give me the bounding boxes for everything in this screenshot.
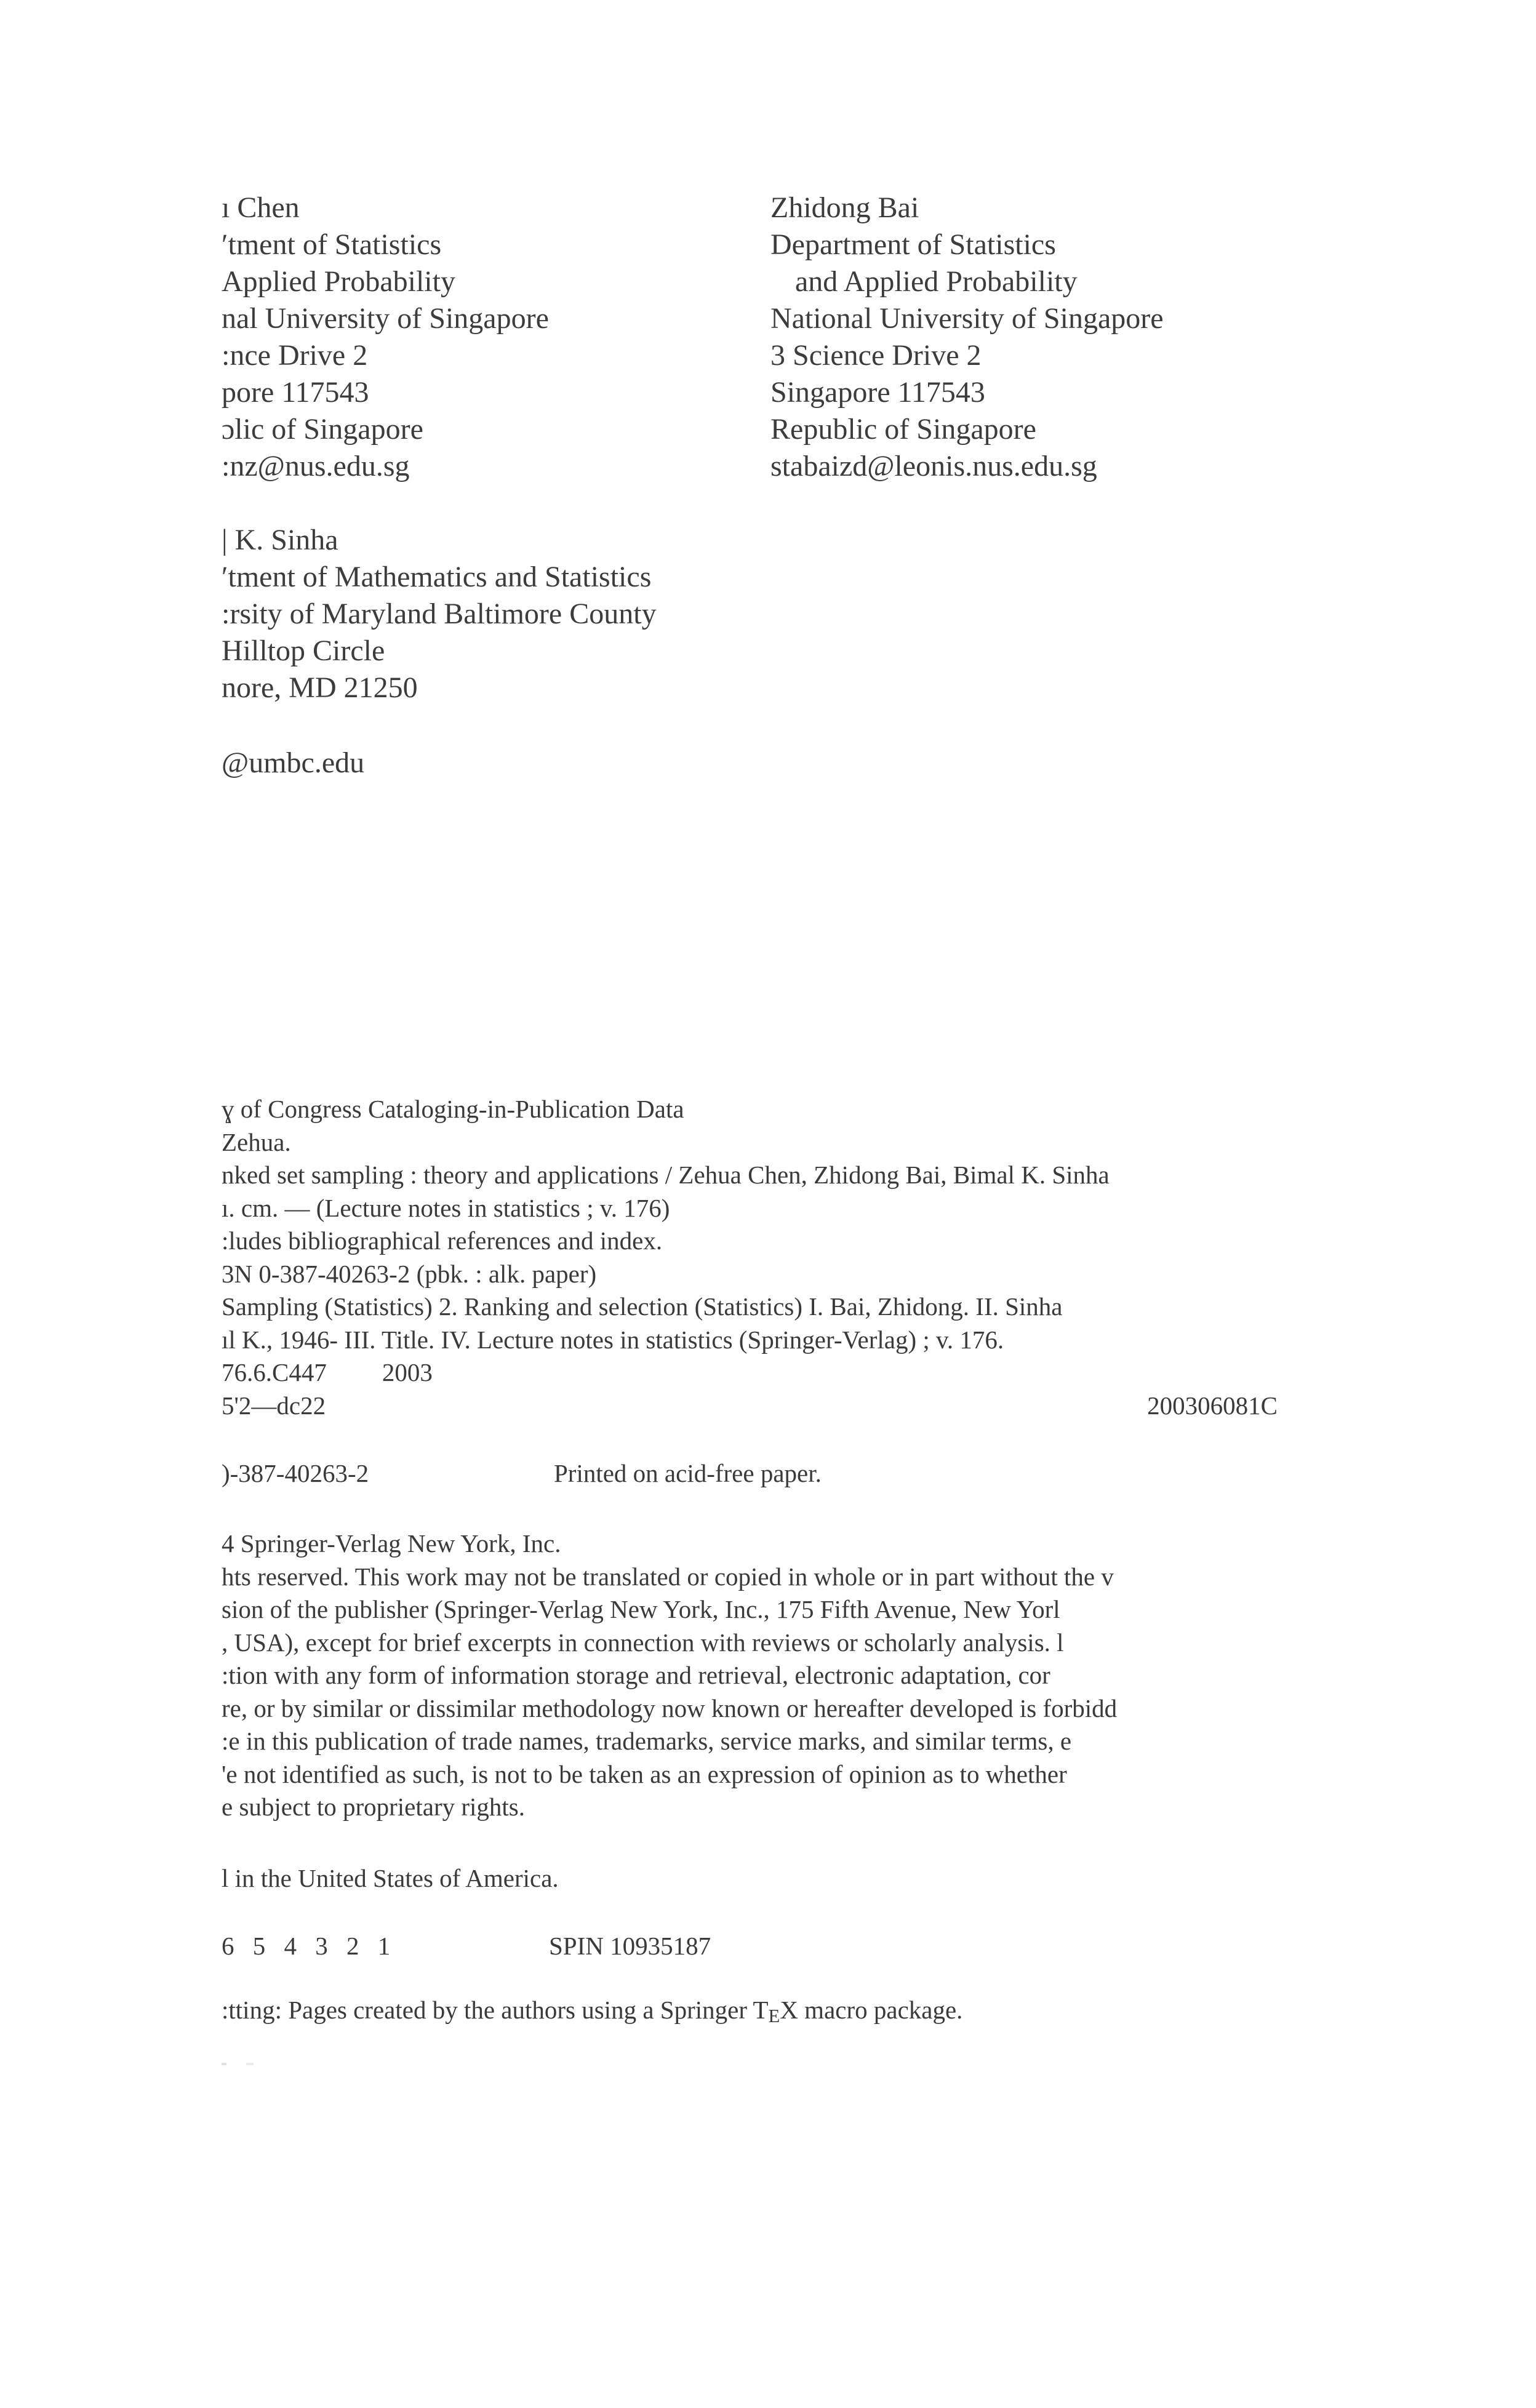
cip-series: ı. cm. — (Lecture notes in statistics ; v. 176)	[222, 1193, 670, 1222]
author-address-left	[222, 190, 549, 485]
cip-subjects: Sampling (Statistics) 2. Ranking and selection (Statistics) I. Bai, Zhidong. II. Sinha	[222, 1292, 1063, 1321]
copyright-holder: 4 Springer-Verlag New York, Inc.	[222, 1529, 561, 1558]
address-line: and Applied Probability	[795, 265, 1078, 298]
cip-isbn: 3N 0-387-40263-2 (pbk. : alk. paper)	[222, 1259, 597, 1288]
address-line: nal University of Singapore	[222, 302, 549, 335]
address-line: Department of Statistics	[770, 228, 1056, 261]
author-address-right	[770, 190, 1164, 485]
copyright-text-line: sion of the publisher (Springer-Verlag New York, Inc., 175 Fifth Avenue, New Yorl	[222, 1595, 1060, 1623]
cip-author: Zehua.	[222, 1127, 291, 1156]
typesetting-text-end: X macro package.	[780, 1996, 963, 2024]
isbn-row	[222, 1457, 822, 1490]
copyright-text-line: re, or by similar or dissimilar methodology now known or hereafter developed is forbidd	[222, 1694, 1118, 1722]
address-line: ʹtment of Mathematics and Statistics	[222, 561, 652, 593]
printed-in-note: l in the United States of America.	[222, 1864, 559, 1892]
cip-call-year: 2003	[382, 1358, 433, 1386]
typesetting-note	[222, 1994, 962, 2033]
author-address-third	[222, 522, 657, 706]
cip-title: nked set sampling : theory and applications / Zehua Chen, Zhidong Bai, Bimal K. Sinha	[222, 1161, 1110, 1189]
cip-call-number-row	[222, 1356, 1278, 1390]
typesetting-text: :tting: Pages created by the authors using a Springer T	[222, 1996, 769, 2024]
print-run-row	[222, 1930, 711, 1963]
copyright-text-line: 'e not identified as such, is not to be taken as an expression of opinion as to whether	[222, 1759, 1067, 1788]
cip-lccn: 200306081C	[1147, 1391, 1278, 1420]
spin-number: SPIN 10935187	[549, 1932, 711, 1960]
address-line: ı Chen	[222, 191, 300, 224]
cip-dewey: 5'2—dc22	[222, 1391, 326, 1420]
scan-smudge	[222, 2063, 418, 2065]
cip-call-number: 76.6.C447	[222, 1358, 327, 1386]
author-name: | K. Sinha	[222, 524, 338, 556]
isbn-number: )-387-40263-2	[222, 1459, 369, 1487]
acid-free-note: Printed on acid-free paper.	[554, 1459, 822, 1487]
author-name: Zhidong Bai	[770, 191, 919, 224]
copyright-text-line: :tion with any form of information storage and retrieval, electronic adaptation, cor	[222, 1661, 1050, 1689]
address-line: nore, MD 21250	[222, 671, 418, 704]
address-line: :nce Drive 2	[222, 339, 368, 372]
copyright-text-line: :e in this publication of trade names, trademarks, service marks, and similar terms, e	[222, 1727, 1072, 1755]
print-run-numbers: 6 5 4 3 2 1	[222, 1932, 391, 1960]
address-line: ʹtment of Statistics	[222, 228, 442, 261]
copyright-text-line: e subject to proprietary rights.	[222, 1793, 526, 1821]
address-email: stabaizd@leonis.nus.edu.sg	[770, 450, 1097, 482]
cip-includes: :ludes bibliographical references and index.	[222, 1226, 663, 1255]
address-line: Singapore 117543	[770, 376, 985, 409]
address-line: :rsity of Maryland Baltimore County	[222, 598, 657, 630]
cip-dewey-row	[222, 1390, 1278, 1423]
address-line: 3 Science Drive 2	[770, 339, 982, 372]
address-line: Hilltop Circle	[222, 634, 385, 667]
address-line: Applied Probability	[222, 265, 455, 298]
address-line: ɔlic of Singapore	[222, 413, 423, 446]
address-email: @umbc.edu	[222, 746, 365, 779]
address-email: :nz@nus.edu.sg	[222, 450, 410, 482]
cip-subjects: ıl K., 1946- III. Title. IV. Lecture notes in statistics (Springer-Verlag) ; v. 176.	[222, 1325, 1004, 1354]
copyright-text-line: hts reserved. This work may not be translated or copied in whole or in part without the v	[222, 1562, 1114, 1591]
address-line: Republic of Singapore	[770, 413, 1036, 446]
address-line: National University of Singapore	[770, 302, 1164, 335]
copyright-text-line: , USA), except for brief excerpts in connection with reviews or scholarly analysis. l	[222, 1628, 1064, 1657]
cip-data-block	[222, 1093, 1278, 1422]
copyright-block	[222, 1527, 1278, 1824]
tex-subscript-e: E	[768, 2006, 780, 2027]
address-line: pore 117543	[222, 376, 369, 409]
cip-heading: ɣ of Congress Cataloging-in-Publication Data	[222, 1095, 684, 1123]
